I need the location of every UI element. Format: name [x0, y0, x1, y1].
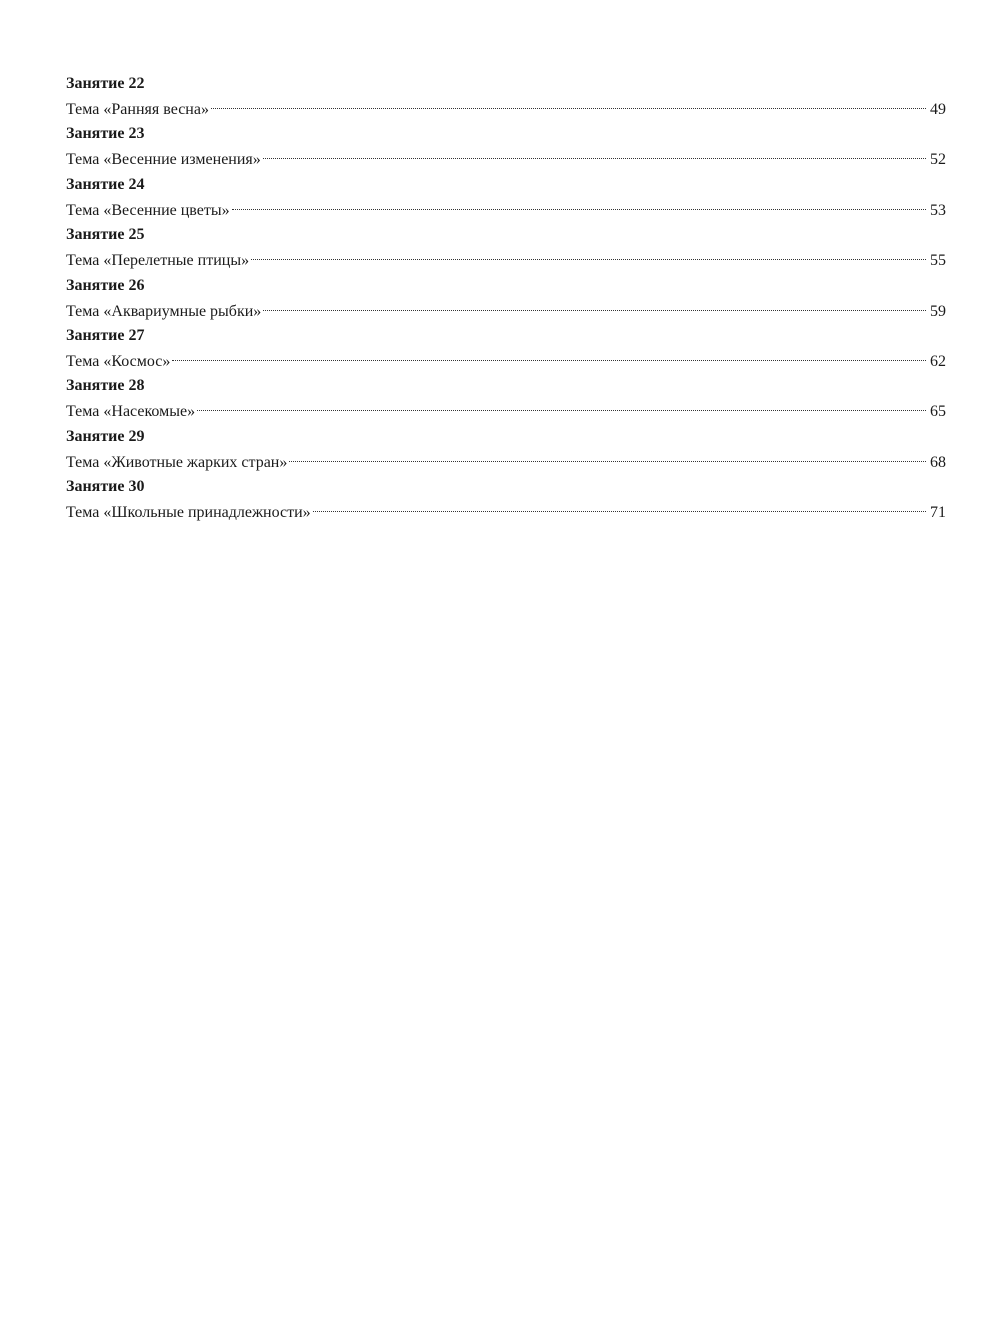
page-number: 68	[930, 453, 946, 471]
topic-title: Тема «Ранняя весна»	[66, 101, 209, 118]
table-of-contents	[66, 74, 946, 528]
dot-leader	[289, 447, 926, 467]
toc-entry	[66, 225, 946, 275]
toc-entry	[66, 175, 946, 225]
dot-leader	[197, 396, 926, 416]
page-number: 62	[930, 352, 946, 370]
topic-title: Тема «Весенние цветы»	[66, 201, 230, 219]
page-number: 49	[930, 101, 946, 118]
toc-entry	[66, 427, 946, 477]
topic-line	[66, 94, 946, 118]
topic-line	[66, 245, 946, 270]
dot-leader	[263, 296, 926, 316]
topic-line	[66, 396, 946, 421]
topic-line	[66, 195, 946, 219]
topic-title: Тема «Школьные принадлежности»	[66, 504, 311, 522]
topic-title: Тема «Весенние изменения»	[66, 151, 261, 169]
page-number: 52	[930, 151, 946, 169]
lesson-heading: Занятие 27	[66, 326, 145, 344]
topic-line	[66, 497, 946, 522]
lesson-heading: Занятие 29	[66, 427, 145, 445]
topic-title: Тема «Животные жарких стран»	[66, 453, 288, 471]
page-number: 59	[930, 302, 946, 320]
page-number: 55	[930, 252, 946, 270]
toc-entry	[66, 326, 946, 376]
toc-entry	[66, 477, 946, 527]
topic-line	[66, 144, 946, 169]
lesson-heading: Занятие 22	[66, 75, 145, 92]
page-number: 53	[930, 201, 946, 219]
topic-title: Тема «Перелетные птицы»	[66, 252, 250, 270]
dot-leader	[211, 94, 926, 114]
dot-leader	[251, 245, 926, 265]
page-number: 71	[930, 504, 946, 522]
topic-title: Тема «Космос»	[66, 352, 171, 370]
topic-line	[66, 296, 946, 320]
dot-leader	[232, 195, 926, 215]
toc-entry	[66, 276, 946, 326]
lesson-heading: Занятие 24	[66, 175, 145, 193]
lesson-heading: Занятие 28	[66, 377, 145, 395]
dot-leader	[313, 497, 926, 517]
toc-entry	[66, 376, 946, 426]
topic-title: Тема «Аквариумные рыбки»	[66, 302, 262, 320]
lesson-heading: Занятие 26	[66, 276, 145, 294]
dot-leader	[263, 144, 926, 164]
page-number: 65	[930, 403, 946, 421]
topic-line	[66, 346, 946, 370]
toc-entry	[66, 74, 946, 124]
toc-entry	[66, 124, 946, 174]
dot-leader	[172, 346, 926, 366]
lesson-heading: Занятие 23	[66, 125, 145, 143]
topic-line	[66, 447, 946, 471]
lesson-heading: Занятие 30	[66, 478, 145, 496]
topic-title: Тема «Насекомые»	[66, 403, 196, 421]
lesson-heading: Занятие 25	[66, 226, 145, 244]
